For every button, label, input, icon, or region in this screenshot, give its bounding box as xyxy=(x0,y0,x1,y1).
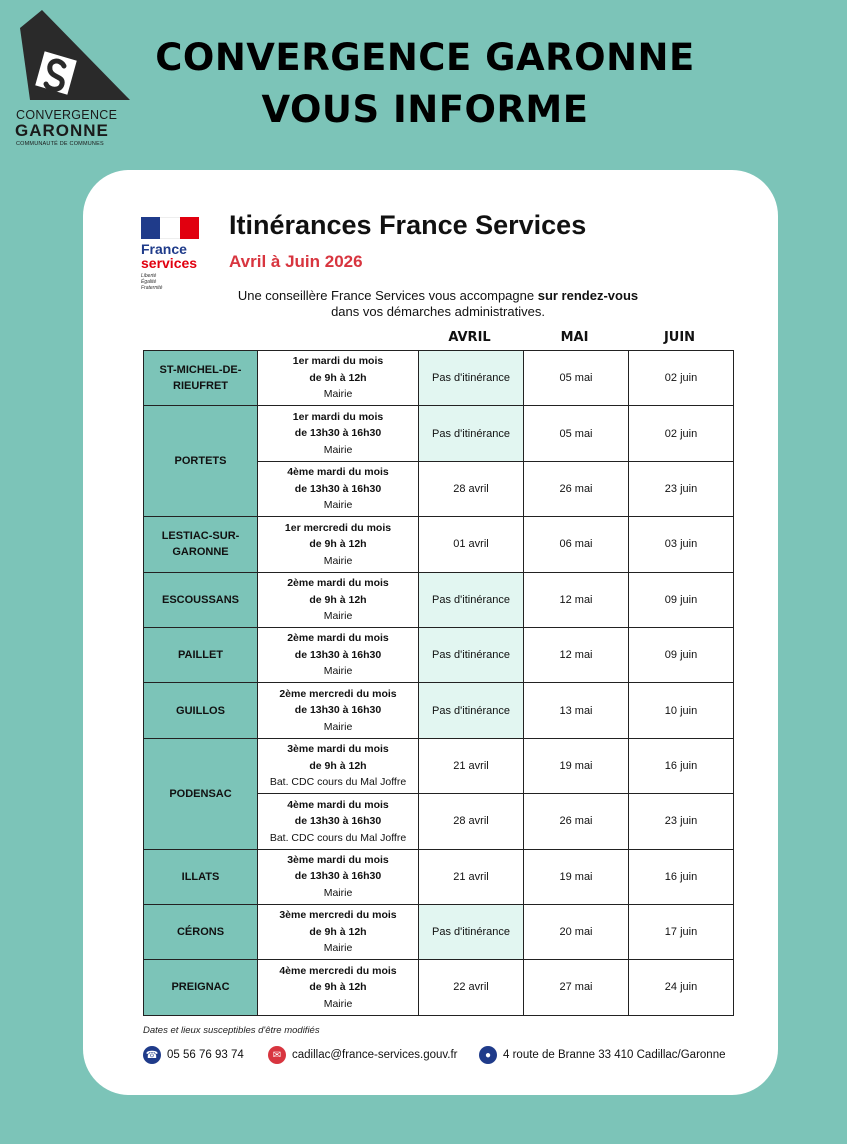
table-row xyxy=(144,517,734,572)
date-cell-mai: 05 mai xyxy=(524,406,629,461)
intro-text xyxy=(203,288,673,320)
address-text: 4 route de Branne 33 410 Cadillac/Garonne xyxy=(503,1049,726,1061)
date-cell-juin: 24 juin xyxy=(629,960,734,1015)
date-cell-avril: Pas d'itinérance xyxy=(419,904,524,959)
fs-logo-name-2: services xyxy=(141,255,198,271)
date-cell-juin: 16 juin xyxy=(629,849,734,904)
table-row xyxy=(144,627,734,682)
fs-logo-name-1: France xyxy=(141,241,187,257)
headline-line-1: CONVERGENCE GARONNE xyxy=(155,36,695,79)
date-cell-mai: 26 mai xyxy=(524,794,629,849)
city-cell: ILLATS xyxy=(144,849,258,904)
page-title: Itinérances France Services xyxy=(229,210,587,240)
table-row xyxy=(144,904,734,959)
email-text: cadillac@france-services.gouv.fr xyxy=(292,1049,458,1061)
schedule-cell xyxy=(258,960,419,1015)
schedule-place: Mairie xyxy=(323,886,353,899)
table-row xyxy=(144,738,734,793)
date-cell-juin: 23 juin xyxy=(629,794,734,849)
schedule-table xyxy=(143,350,734,1016)
schedule-cell xyxy=(258,406,419,461)
schedule-place: Mairie xyxy=(323,499,353,512)
month-header-avril: AVRIL xyxy=(448,330,491,345)
date-cell-mai: 12 mai xyxy=(524,572,629,627)
city-cell: CÉRONS xyxy=(144,904,258,959)
schedule-time: de 9h à 12h xyxy=(309,371,367,384)
schedule-time: de 13h30 à 16h30 xyxy=(294,870,382,883)
phone-icon: ☎ xyxy=(143,1046,161,1064)
schedule-time: de 9h à 12h xyxy=(309,538,367,551)
schedule-place: Mairie xyxy=(323,720,353,733)
date-cell-avril: 01 avril xyxy=(419,517,524,572)
schedule-time: de 13h30 à 16h30 xyxy=(294,427,382,440)
schedule-time: de 13h30 à 16h30 xyxy=(294,704,382,717)
date-cell-avril: 21 avril xyxy=(419,738,524,793)
phone-text: 05 56 76 93 74 xyxy=(167,1049,244,1061)
schedule-cell xyxy=(258,627,419,682)
schedule-place: Bat. CDC cours du Mal Joffre xyxy=(269,831,407,844)
city-cell: PORTETS xyxy=(144,406,258,517)
date-cell-avril: 22 avril xyxy=(419,960,524,1015)
schedule-cell xyxy=(258,517,419,572)
schedule-place: Mairie xyxy=(323,554,353,567)
schedule-cell xyxy=(258,572,419,627)
date-cell-juin: 02 juin xyxy=(629,351,734,406)
schedule-time: de 9h à 12h xyxy=(309,925,367,938)
headline-line-2: VOUS INFORME xyxy=(261,88,589,131)
city-cell: PREIGNAC xyxy=(144,960,258,1015)
mail-icon: ✉ xyxy=(268,1046,286,1064)
schedule-place: Bat. CDC cours du Mal Joffre xyxy=(269,776,407,789)
date-cell-juin: 09 juin xyxy=(629,627,734,682)
schedule-time: de 13h30 à 16h30 xyxy=(294,648,382,661)
date-cell-mai: 13 mai xyxy=(524,683,629,738)
month-header-mai: MAI xyxy=(560,330,589,345)
fs-logo-motto-1: Liberté xyxy=(141,273,157,279)
schedule-cell xyxy=(258,794,419,849)
schedule-day: 4ème mardi du mois xyxy=(287,798,389,811)
contact-email xyxy=(268,1046,458,1064)
schedule-day: 1er mercredi du mois xyxy=(284,521,392,534)
schedule-cell xyxy=(258,351,419,406)
date-cell-juin: 16 juin xyxy=(629,738,734,793)
date-cell-juin: 23 juin xyxy=(629,461,734,516)
date-cell-mai: 26 mai xyxy=(524,461,629,516)
table-row xyxy=(144,406,734,461)
page-subtitle: Avril à Juin 2026 xyxy=(229,252,363,271)
date-cell-avril: Pas d'itinérance xyxy=(419,627,524,682)
schedule-cell xyxy=(258,738,419,793)
date-cell-mai: 05 mai xyxy=(524,351,629,406)
city-cell: PODENSAC xyxy=(144,738,258,849)
info-card xyxy=(83,170,778,1095)
contact-phone xyxy=(143,1046,244,1064)
logo-line-2: GARONNE xyxy=(15,121,109,140)
date-cell-avril: Pas d'itinérance xyxy=(419,406,524,461)
date-cell-juin: 03 juin xyxy=(629,517,734,572)
disclaimer-note: Dates et lieux susceptibles d'être modifiés xyxy=(143,1025,320,1036)
city-cell: GUILLOS xyxy=(144,683,258,738)
schedule-place: Mairie xyxy=(323,942,353,955)
date-cell-juin: 10 juin xyxy=(629,683,734,738)
city-cell: PAILLET xyxy=(144,627,258,682)
schedule-day: 4ème mercredi du mois xyxy=(279,964,397,977)
date-cell-avril: Pas d'itinérance xyxy=(419,572,524,627)
date-cell-avril: Pas d'itinérance xyxy=(419,351,524,406)
table-row xyxy=(144,351,734,406)
schedule-day: 4ème mardi du mois xyxy=(287,466,389,479)
schedule-time: de 9h à 12h xyxy=(309,593,367,606)
schedule-cell xyxy=(258,461,419,516)
schedule-day: 2ème mardi du mois xyxy=(287,577,389,589)
location-pin-icon: ● xyxy=(479,1046,497,1064)
schedule-place: Mairie xyxy=(323,443,353,456)
fs-logo-motto-3: Fraternité xyxy=(141,285,163,291)
schedule-day: 3ème mardi du mois xyxy=(287,853,389,866)
schedule-time: de 9h à 12h xyxy=(309,981,367,994)
schedule-cell xyxy=(258,904,419,959)
date-cell-mai: 27 mai xyxy=(524,960,629,1015)
date-cell-juin: 02 juin xyxy=(629,406,734,461)
date-cell-mai: 06 mai xyxy=(524,517,629,572)
city-cell: LESTIAC-SUR-GARONNE xyxy=(144,517,258,572)
date-cell-mai: 20 mai xyxy=(524,904,629,959)
schedule-day: 1er mardi du mois xyxy=(292,410,384,423)
schedule-place: Mairie xyxy=(323,997,353,1010)
fs-logo-motto-2: Égalité xyxy=(141,279,157,285)
date-cell-mai: 19 mai xyxy=(524,849,629,904)
date-cell-mai: 19 mai xyxy=(524,738,629,793)
date-cell-avril: 28 avril xyxy=(419,461,524,516)
schedule-cell xyxy=(258,849,419,904)
french-flag-icon xyxy=(141,217,199,239)
schedule-day: 1er mardi du mois xyxy=(292,355,384,368)
schedule-time: de 13h30 à 16h30 xyxy=(294,815,382,828)
schedule-day: 2ème mardi du mois xyxy=(287,632,389,645)
date-cell-avril: 28 avril xyxy=(419,794,524,849)
schedule-day: 2ème mercredi du mois xyxy=(279,687,397,700)
convergence-garonne-logo xyxy=(10,8,130,148)
date-cell-juin: 17 juin xyxy=(629,904,734,959)
logo-line-3: COMMUNAUTÉ DE COMMUNES xyxy=(16,141,104,147)
intro-part-1: Une conseillère France Services vous accompagne xyxy=(237,288,538,303)
schedule-cell xyxy=(258,683,419,738)
schedule-place: Mairie xyxy=(323,610,353,622)
city-cell: ESCOUSSANS xyxy=(144,572,258,627)
contact-address xyxy=(479,1046,726,1064)
date-cell-avril: 21 avril xyxy=(419,849,524,904)
schedule-time: de 9h à 12h xyxy=(309,759,367,772)
schedule-place: Mairie xyxy=(323,665,353,678)
intro-bold: sur rendez-vous xyxy=(537,288,639,303)
table-row xyxy=(144,849,734,904)
convergence-logo-icon xyxy=(20,8,130,108)
schedule-place: Mairie xyxy=(323,388,353,401)
table-row xyxy=(144,960,734,1015)
schedule-time: de 13h30 à 16h30 xyxy=(294,482,382,495)
table-row xyxy=(144,572,734,627)
schedule-day: 3ème mardi du mois xyxy=(287,743,389,756)
table-row xyxy=(144,683,734,738)
date-cell-mai: 12 mai xyxy=(524,627,629,682)
date-cell-avril: Pas d'itinérance xyxy=(419,683,524,738)
city-cell: ST-MICHEL-DE-RIEUFRET xyxy=(144,351,258,406)
logo-line-1: CONVERGENCE xyxy=(16,108,118,122)
date-cell-juin: 09 juin xyxy=(629,572,734,627)
month-header-juin: JUIN xyxy=(663,330,696,345)
intro-part-2: dans vos démarches administratives. xyxy=(331,304,545,319)
schedule-day: 3ème mercredi du mois xyxy=(279,909,397,922)
france-services-logo xyxy=(141,217,211,291)
